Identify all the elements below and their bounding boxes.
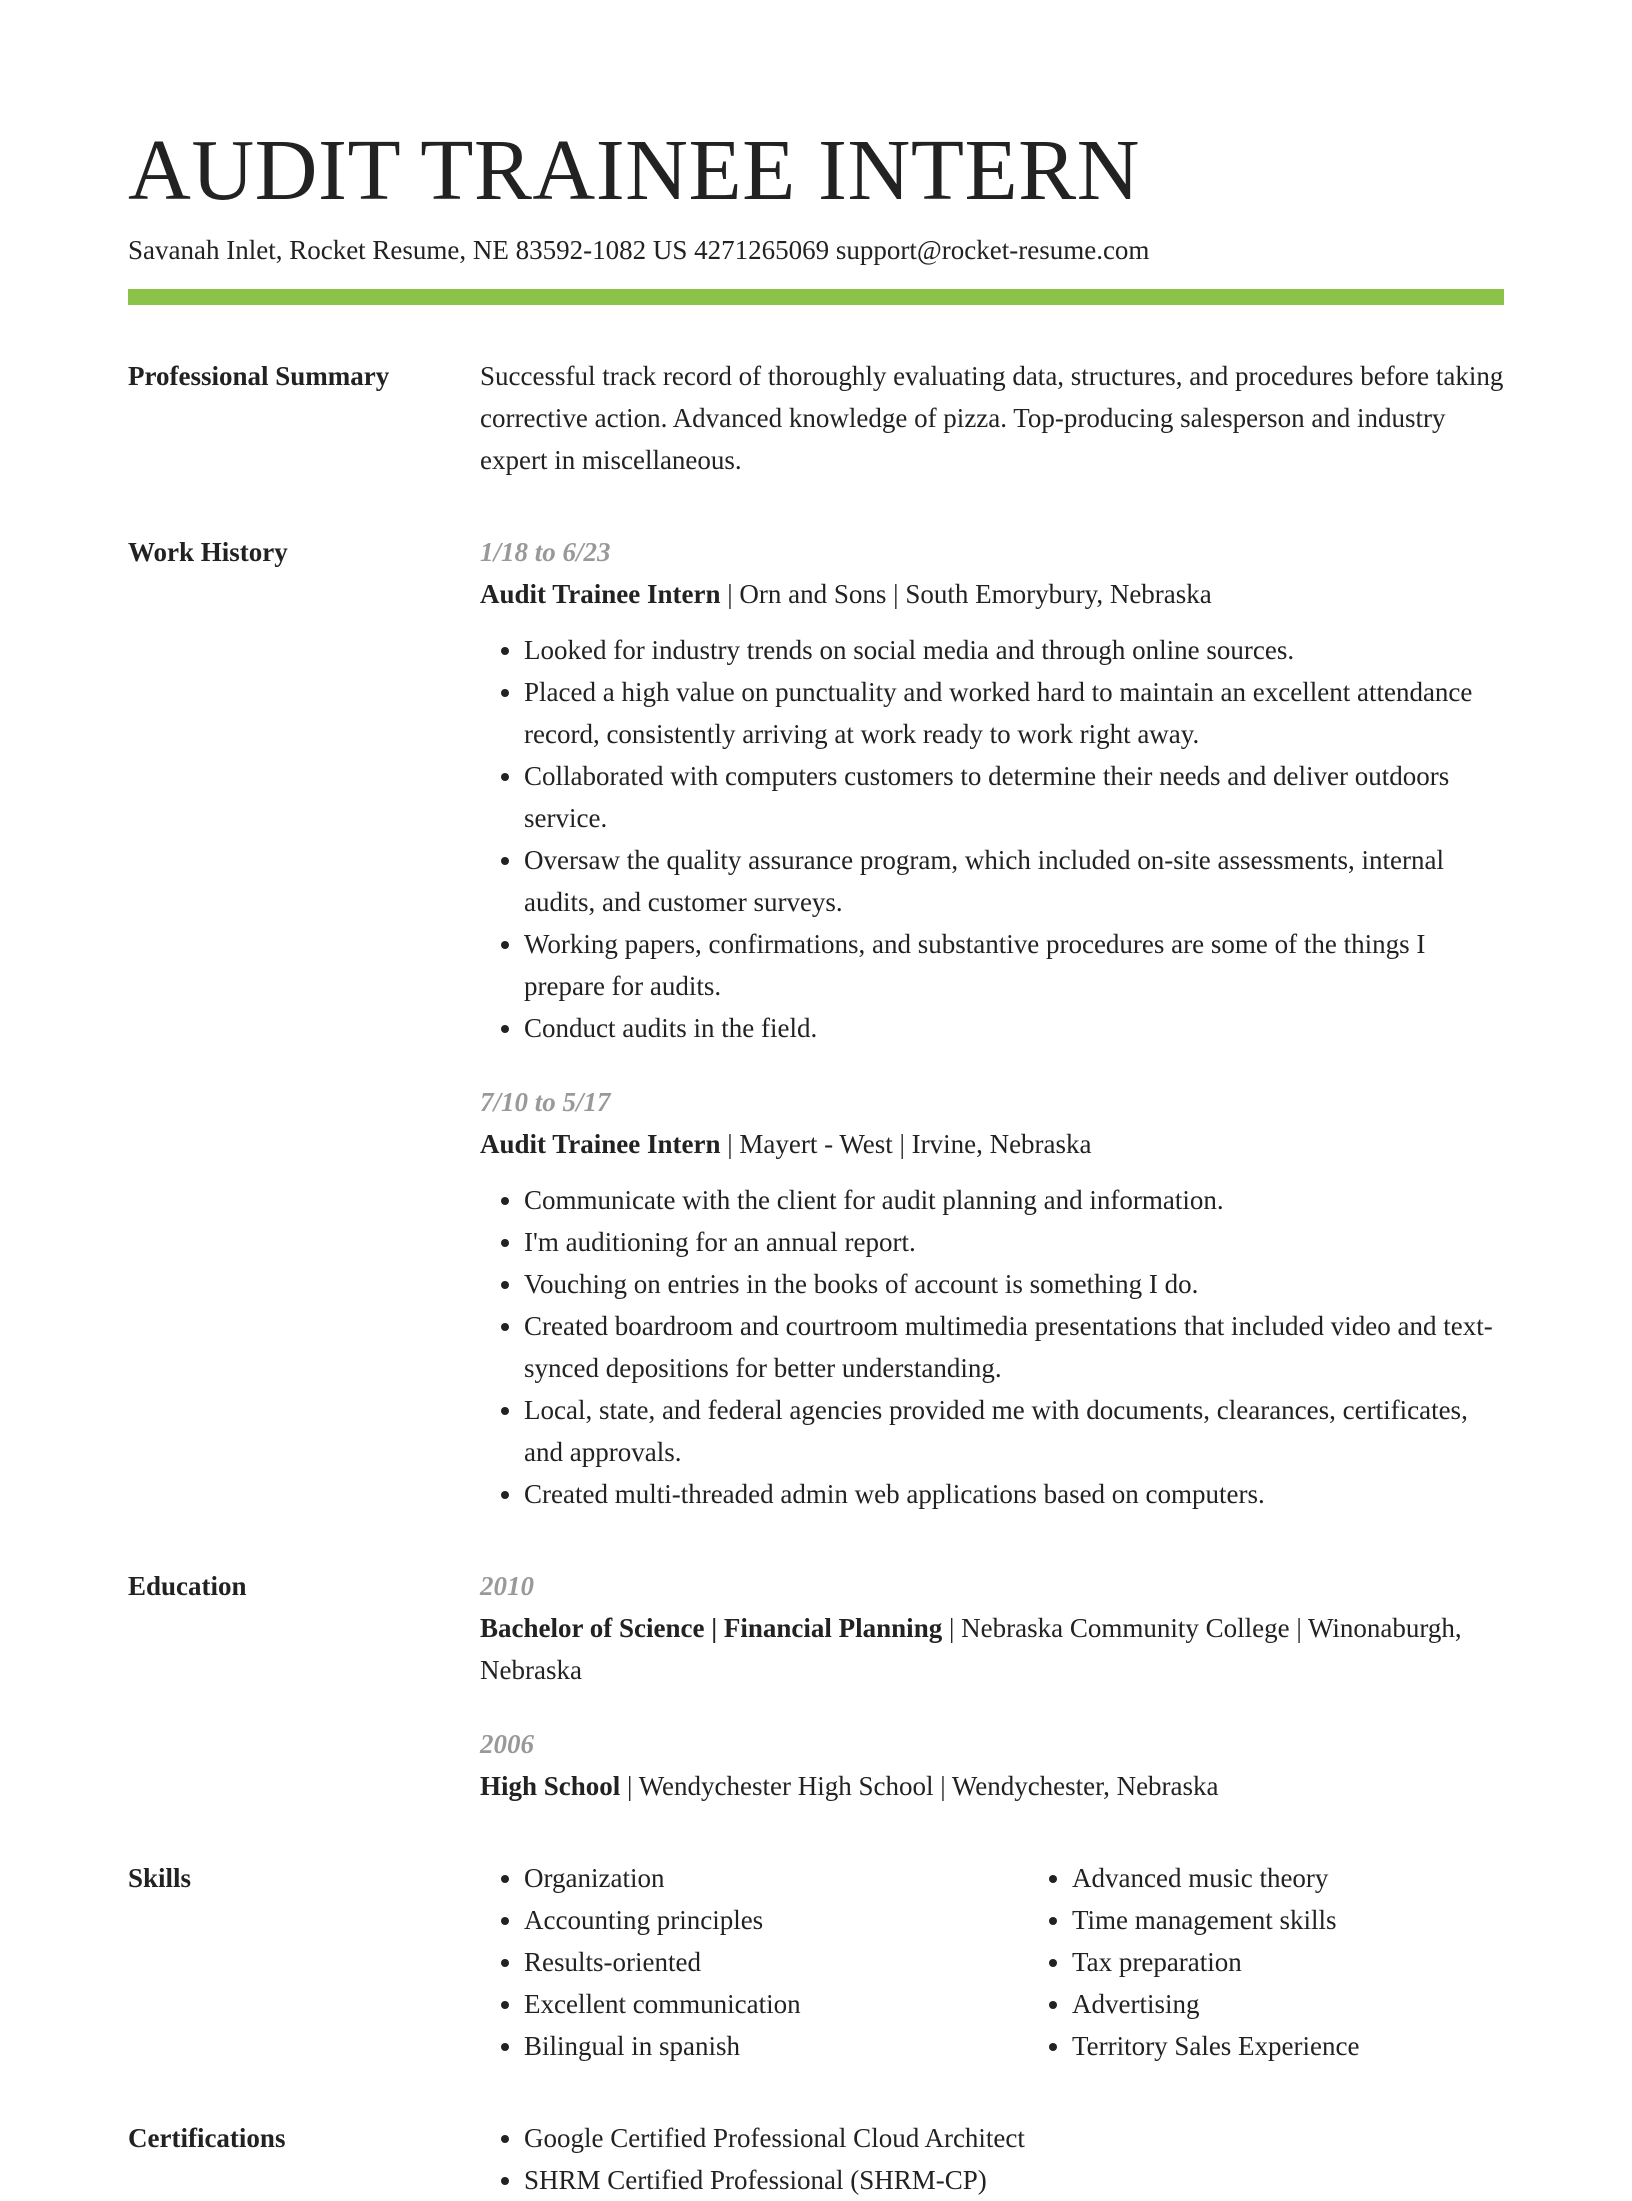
contact-line: Savanah Inlet, Rocket Resume, NE 83592-1082 US 4271265069 support@rocket-resume.com (128, 235, 1150, 265)
work-history-section (128, 531, 1504, 1515)
list-item: • Created multi-threaded admin web applications based on computers. (524, 1473, 1504, 1515)
list-item: • Tax preparation (1072, 1941, 1504, 1983)
section-label: Skills (128, 1863, 192, 1893)
education-entry (480, 1723, 1504, 1807)
skills-content (480, 1857, 1504, 2067)
school-details: | Nebraska Community College | Winonaburgh, Nebraska (480, 1613, 1462, 1685)
job-details: | Orn and Sons | South Emorybury, Nebraska (720, 579, 1212, 609)
job-title: Audit Trainee Intern (480, 1129, 721, 1159)
list-item: • Google Certified Professional Cloud Architect (524, 2117, 1504, 2159)
skills-list-right (1028, 1857, 1504, 2067)
accent-divider (128, 289, 1504, 305)
job-date: 1/18 to 6/23 (480, 537, 611, 567)
list-item: • Placed a high value on punctuality and worked hard to maintain an excellent attendance record, consistently arriving at work ready to work right away. (524, 671, 1504, 755)
list-item: • Accounting principles (524, 1899, 1028, 1941)
job-bullets (480, 629, 1504, 1049)
education-section (128, 1565, 1504, 1807)
list-item: • Time management skills (1072, 1899, 1504, 1941)
list-item: • I'm auditioning for an annual report. (524, 1221, 1504, 1263)
certifications-section (128, 2117, 1504, 2201)
skills-list-left (480, 1857, 1028, 2067)
education-content (480, 1565, 1504, 1807)
certifications-list (480, 2117, 1504, 2201)
job-entry (480, 531, 1504, 1049)
list-item: • Bilingual in spanish (524, 2025, 1028, 2067)
list-item: • Working papers, confirmations, and substantive procedures are some of the things I prepare for audits. (524, 923, 1504, 1007)
section-label: Professional Summary (128, 361, 390, 391)
skills-section (128, 1857, 1504, 2067)
list-item: • Looked for industry trends on social media and through online sources. (524, 629, 1504, 671)
list-item: • Created boardroom and courtroom multimedia presentations that included video and text-synced depositions for better understanding. (524, 1305, 1504, 1389)
list-item: • Results-oriented (524, 1941, 1028, 1983)
list-item: • Collaborated with computers customers to determine their needs and deliver outdoors service. (524, 755, 1504, 839)
resume-title: AUDIT TRAINEE INTERN (128, 121, 1140, 218)
education-date: 2010 (480, 1571, 534, 1601)
list-item: • Territory Sales Experience (1072, 2025, 1504, 2067)
section-label: Certifications (128, 2123, 286, 2153)
work-history-content (480, 531, 1504, 1515)
list-item: • Communicate with the client for audit planning and information. (524, 1179, 1504, 1221)
certifications-content (480, 2117, 1504, 2201)
job-title: Audit Trainee Intern (480, 579, 721, 609)
resume-page (128, 118, 1504, 2201)
list-item: • Conduct audits in the field. (524, 1007, 1504, 1049)
list-item: • Advertising (1072, 1983, 1504, 2025)
job-details: | Mayert - West | Irvine, Nebraska (720, 1129, 1092, 1159)
summary-section (128, 355, 1504, 481)
job-heading (480, 1123, 1504, 1165)
job-heading (480, 573, 1504, 615)
list-item: • Excellent communication (524, 1983, 1028, 2025)
list-item: • Vouching on entries in the books of account is something I do. (524, 1263, 1504, 1305)
degree: Bachelor of Science | Financial Planning (480, 1613, 943, 1643)
section-label: Work History (128, 537, 288, 567)
job-date: 7/10 to 5/17 (480, 1087, 611, 1117)
list-item: • Oversaw the quality assurance program, which included on-site assessments, internal audits, and customer surveys. (524, 839, 1504, 923)
list-item: • SHRM Certified Professional (SHRM-CP) (524, 2159, 1504, 2201)
education-date: 2006 (480, 1729, 534, 1759)
job-entry (480, 1081, 1504, 1515)
degree: High School (480, 1771, 621, 1801)
education-entry (480, 1565, 1504, 1691)
education-heading (480, 1765, 1504, 1807)
school-details: | Wendychester High School | Wendychester, Nebraska (620, 1771, 1219, 1801)
list-item: • Advanced music theory (1072, 1857, 1504, 1899)
list-item: • Organization (524, 1857, 1028, 1899)
section-label: Education (128, 1571, 247, 1601)
summary-text: Successful track record of thoroughly evaluating data, structures, and procedures before taking corrective action. Advanced knowledge of pizza. Top-producing salesperson and industry expert in miscellaneous. (480, 361, 1504, 475)
list-item: • Local, state, and federal agencies provided me with documents, clearances, certificates, and approvals. (524, 1389, 1504, 1473)
education-heading (480, 1607, 1504, 1691)
job-bullets (480, 1179, 1504, 1515)
